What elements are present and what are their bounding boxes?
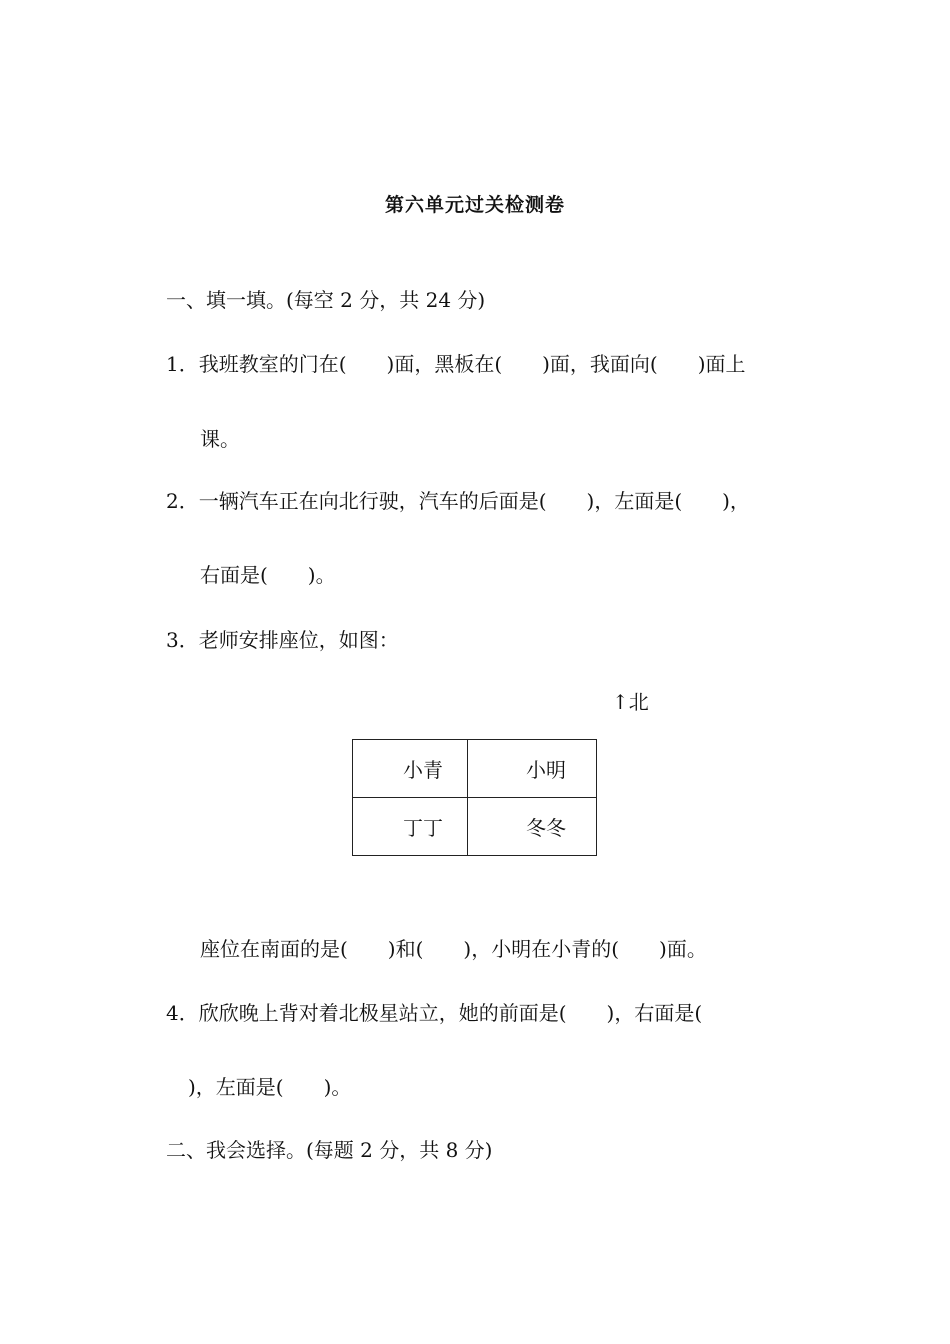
seating-chart <box>352 739 597 856</box>
page-title: 第六单元过关检测卷 <box>384 194 565 216</box>
q3-line1: 3．老师安排座位，如图： <box>166 628 399 652</box>
q4-line2: )，左面是( )。 <box>188 1075 352 1099</box>
q2-line1: 2．一辆汽车正在向北行驶，汽车的后面是( )，左面是( )， <box>166 489 750 513</box>
q1-line1: 1．我班教室的门在( )面，黑板在( )面，我面向( )面上 <box>166 352 746 376</box>
seat-cell: 冬冬 <box>468 798 597 856</box>
seat-row <box>353 740 597 798</box>
section2-heading: 二、我会选择。(每题 2 分，共 8 分) <box>166 1138 493 1162</box>
q4-line1: 4．欣欣晚上背对着北极星站立，她的前面是( )，右面是( <box>166 1001 703 1025</box>
north-direction-label: ↑北 <box>612 690 649 714</box>
q3-line2: 座位在南面的是( )和( )，小明在小青的( )面。 <box>200 937 707 961</box>
seat-cell: 小青 <box>353 740 468 798</box>
q2-line2: 右面是( )。 <box>200 563 336 587</box>
q1-line2: 课。 <box>200 427 240 451</box>
seat-cell: 丁丁 <box>353 798 468 856</box>
section1-heading: 一、填一填。(每空 2 分，共 24 分) <box>166 288 486 312</box>
seat-cell: 小明 <box>468 740 597 798</box>
seat-row <box>353 798 597 856</box>
